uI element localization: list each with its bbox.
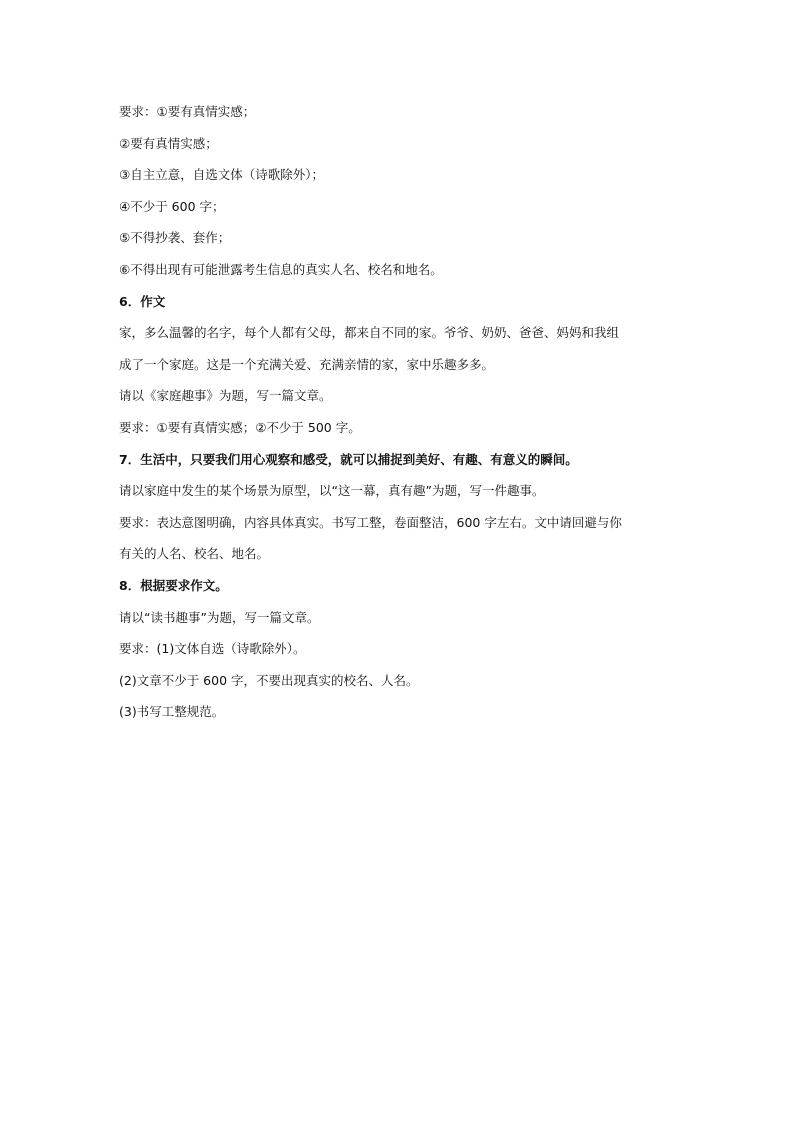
requirement-line: 要求：①要有真情实感； <box>119 104 256 119</box>
document-body <box>119 100 689 732</box>
prompt-instruction: 请以《家庭趣事》为题，写一篇文章。 <box>119 388 332 404</box>
requirement-line: 要求：表达意图明确，内容具体真实。书写工整，卷面整洁，600 字左右。文中请回避与你 <box>119 514 622 530</box>
prompt-paragraph-line: 家，多么温馨的名字，每个人都有父母，都来自不同的家。爷爷、奶奶、爸爸、妈妈和我组 <box>119 325 620 341</box>
requirement-line: 要求：(1)文体自选（诗歌除外）。 <box>119 641 306 657</box>
requirement-line: ③自主立意，自选文体（诗歌除外）； <box>119 167 324 183</box>
prompt-instruction: 请以“读书趣事”为题，写一篇文章。 <box>119 609 320 625</box>
requirement-line: (2)文章不少于 600 字，不要出现真实的校名、人名。 <box>119 672 419 688</box>
requirement-line: ④不少于 600 字； <box>119 198 225 214</box>
requirement-line: ②要有真情实感； <box>119 135 218 151</box>
question-heading: 8．根据要求作文。 <box>119 577 228 593</box>
requirement-line: 有关的人名、校名、地名。 <box>119 546 270 562</box>
requirement-line: ⑥不得出现有可能泄露考生信息的真实人名、校名和地名。 <box>119 261 443 277</box>
prompt-paragraph-line: 成了一个家庭。这是一个充满关爱、充满亲情的家，家中乐趣多多。 <box>119 356 495 372</box>
question-heading: 7．生活中，只要我们用心观察和感受，就可以捕捉到美好、有趣、有意义的瞬间。 <box>119 451 578 467</box>
question-heading: 6．作文 <box>119 293 166 309</box>
requirement-line: (3)书写工整规范。 <box>119 704 225 720</box>
prompt-instruction: 请以家庭中发生的某个场景为原型，以“这一幕，真有趣”为题，写一件趣事。 <box>119 483 545 499</box>
requirement-line: ⑤不得抄袭、套作； <box>119 230 231 246</box>
requirement-line: 要求：①要有真情实感；②不少于 500 字。 <box>119 419 361 435</box>
